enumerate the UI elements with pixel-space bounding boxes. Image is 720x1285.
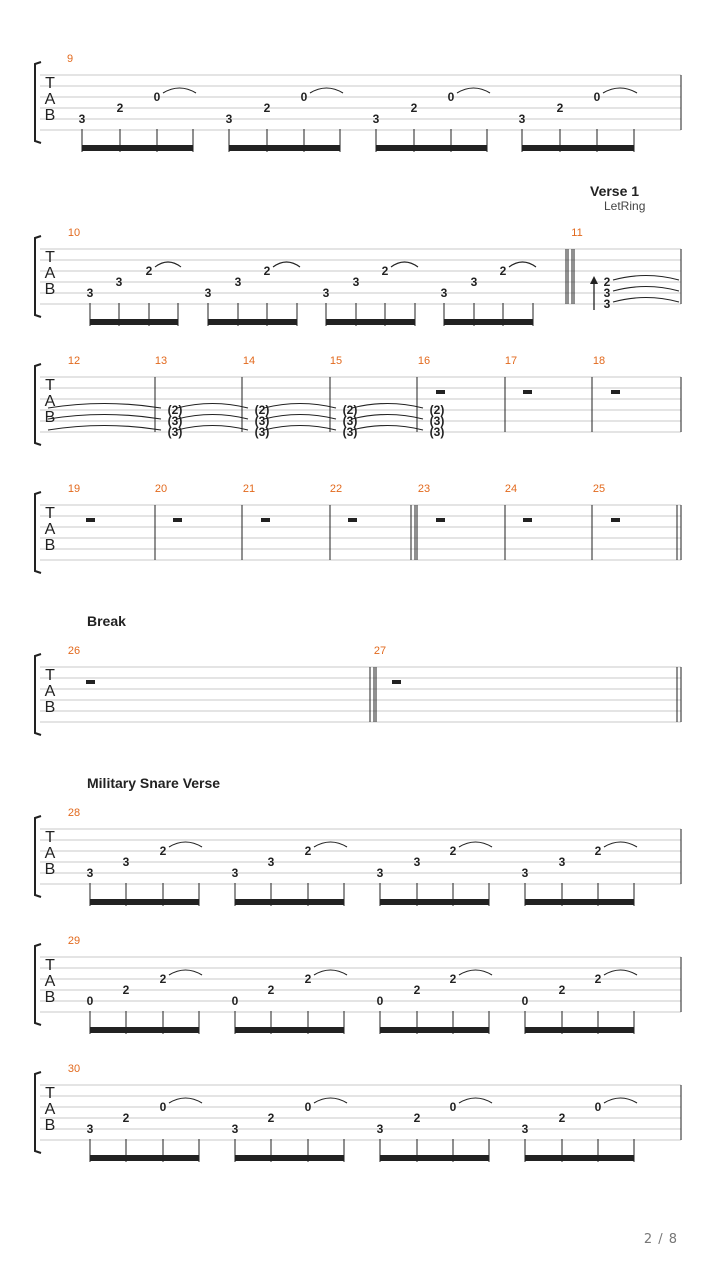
fret-number: 3 <box>122 855 130 869</box>
tie-arc <box>273 262 300 267</box>
tie-arc <box>613 276 679 281</box>
page-indicator: 2 / 8 <box>643 1232 678 1247</box>
fret-number: 3 <box>86 286 94 300</box>
fret-number: 2 <box>263 264 271 278</box>
system-bracket <box>35 654 41 735</box>
fret-number: 2 <box>267 1111 275 1125</box>
rest-mark <box>261 518 270 522</box>
fret-number: 0 <box>300 90 308 104</box>
fret-number: 2 <box>413 983 421 997</box>
rest-mark <box>392 680 401 684</box>
tie-arc <box>509 262 536 267</box>
tie-arc <box>177 426 248 431</box>
tab-clef-letter: A <box>44 265 56 282</box>
tie-arc <box>613 298 679 303</box>
measure-number: 14 <box>242 355 256 367</box>
fret-number: (3) <box>342 414 358 428</box>
fret-number: 3 <box>231 1122 239 1136</box>
fret-number: 3 <box>558 855 566 869</box>
fret-number: 2 <box>122 1111 130 1125</box>
fret-number: 2 <box>594 844 602 858</box>
fret-number: 3 <box>376 1122 384 1136</box>
fret-number: 3 <box>322 286 330 300</box>
tab-clef-letter: A <box>44 973 56 990</box>
tie-arc <box>155 262 181 267</box>
tab-clef-letter: B <box>44 107 56 124</box>
fret-number: 3 <box>115 275 123 289</box>
fret-number: 2 <box>304 972 312 986</box>
fret-number: 2 <box>556 101 564 115</box>
fret-number: 3 <box>521 866 529 880</box>
rest-mark <box>436 518 445 522</box>
tab-system-6 <box>35 807 681 906</box>
fret-number: 3 <box>86 866 94 880</box>
tab-system-7 <box>35 935 681 1034</box>
rest-mark <box>611 390 620 394</box>
fret-number: (3) <box>167 425 183 439</box>
tab-system-5 <box>35 645 681 735</box>
fret-number: 2 <box>413 1111 421 1125</box>
measure-number: 13 <box>154 355 168 367</box>
fret-number: (3) <box>429 414 445 428</box>
measure-number: 11 <box>571 227 583 239</box>
tie-arc <box>352 426 423 431</box>
tie-arc <box>169 1098 202 1103</box>
fret-number: 3 <box>78 112 86 126</box>
fret-number: 2 <box>267 983 275 997</box>
tie-arc <box>459 970 492 975</box>
tab-system-2 <box>35 227 681 326</box>
measure-number: 25 <box>592 483 606 495</box>
system-bracket <box>35 492 41 573</box>
tab-clef-letter: A <box>44 683 56 700</box>
tab-clef-letter: A <box>44 845 56 862</box>
fret-number: 2 <box>449 972 457 986</box>
tie-arc <box>604 1098 637 1103</box>
fret-number: 3 <box>440 286 448 300</box>
fret-number: 3 <box>204 286 212 300</box>
tie-arc <box>48 415 161 420</box>
tab-clef-letter: B <box>44 989 56 1006</box>
tab-clef-letter: A <box>44 91 56 108</box>
fret-number: (2) <box>342 403 358 417</box>
fret-number: 3 <box>234 275 242 289</box>
tab-clef-letter: T <box>45 829 55 846</box>
measure-number: 24 <box>504 483 518 495</box>
tab-system-3 <box>35 355 681 445</box>
fret-number: 3 <box>470 275 478 289</box>
fret-number: 2 <box>410 101 418 115</box>
tie-arc <box>459 1098 492 1103</box>
measure-number: 22 <box>329 483 343 495</box>
tie-arc <box>177 404 248 409</box>
tab-clef-letter: B <box>44 281 56 298</box>
tab-system-8 <box>35 1063 681 1162</box>
measure-number: 19 <box>67 483 81 495</box>
rest-mark <box>86 518 95 522</box>
rest-mark <box>173 518 182 522</box>
measure-number: 9 <box>66 53 74 65</box>
fret-number: 3 <box>352 275 360 289</box>
fret-number: 2 <box>116 101 124 115</box>
measure-number: 10 <box>67 227 81 239</box>
fret-number: 2 <box>449 844 457 858</box>
system-bracket <box>35 1072 41 1153</box>
fret-number: 3 <box>376 866 384 880</box>
fret-number: 3 <box>372 112 380 126</box>
fret-number: 0 <box>159 1100 167 1114</box>
fret-number: 2 <box>122 983 130 997</box>
tie-arc <box>603 88 637 93</box>
tab-clef-letter: B <box>44 861 56 878</box>
measure-number: 20 <box>154 483 168 495</box>
tab-clef-letter: B <box>44 1117 56 1134</box>
fret-number: 3 <box>86 1122 94 1136</box>
tab-clef-letter: T <box>45 505 55 522</box>
tie-arc <box>177 415 248 420</box>
system-bracket <box>35 364 41 445</box>
fret-number: 2 <box>159 972 167 986</box>
fret-number: 3 <box>521 1122 529 1136</box>
tab-clef-letter: B <box>44 537 56 554</box>
measure-number: 23 <box>417 483 431 495</box>
system-bracket <box>35 62 41 143</box>
fret-number: (3) <box>429 425 445 439</box>
system-bracket <box>35 944 41 1025</box>
fret-number: (3) <box>167 414 183 428</box>
tie-arc <box>163 88 196 93</box>
tie-arc <box>459 842 492 847</box>
fret-number: 0 <box>447 90 455 104</box>
fret-number: 2 <box>145 264 153 278</box>
measure-number: 17 <box>504 355 518 367</box>
fret-number: 2 <box>304 844 312 858</box>
tie-arc <box>48 426 161 431</box>
rest-mark <box>86 680 95 684</box>
strum-arrow-head <box>590 276 598 284</box>
tie-arc <box>604 842 637 847</box>
tab-clef-letter: B <box>44 409 56 426</box>
section-label-verse1: Verse 1 <box>590 183 640 199</box>
fret-number: (2) <box>429 403 445 417</box>
tie-arc <box>264 415 336 420</box>
rest-mark <box>348 518 357 522</box>
rest-mark <box>611 518 620 522</box>
fret-number: 3 <box>603 297 611 311</box>
tie-arc <box>613 287 679 292</box>
tie-arc <box>264 426 336 431</box>
tab-clef-letter: T <box>45 377 55 394</box>
fret-number: 3 <box>267 855 275 869</box>
measure-number: 28 <box>67 807 81 819</box>
rest-mark <box>436 390 445 394</box>
tab-clef-letter: T <box>45 75 55 92</box>
fret-number: 0 <box>231 994 239 1008</box>
fret-number: 0 <box>594 1100 602 1114</box>
tie-arc <box>310 88 343 93</box>
measure-number: 12 <box>67 355 81 367</box>
measure-number: 30 <box>67 1063 81 1075</box>
fret-number: 0 <box>86 994 94 1008</box>
tie-arc <box>352 404 423 409</box>
tab-system-4 <box>35 483 681 573</box>
fret-number: 3 <box>518 112 526 126</box>
system-bracket <box>35 236 41 317</box>
fret-number: (2) <box>167 403 183 417</box>
fret-number: 2 <box>263 101 271 115</box>
tie-arc <box>48 404 161 409</box>
fret-number: (3) <box>342 425 358 439</box>
tie-arc <box>391 262 418 267</box>
tab-clef-letter: T <box>45 249 55 266</box>
fret-number: (2) <box>254 403 270 417</box>
fret-number: 0 <box>593 90 601 104</box>
fret-number: (3) <box>254 414 270 428</box>
measure-number: 26 <box>67 645 81 657</box>
fret-number: 0 <box>449 1100 457 1114</box>
tie-arc <box>352 415 423 420</box>
tab-clef-letter: A <box>44 393 56 410</box>
tab-clef-letter: T <box>45 1085 55 1102</box>
fret-number: 0 <box>521 994 529 1008</box>
fret-number: 3 <box>413 855 421 869</box>
fret-number: 3 <box>231 866 239 880</box>
fret-number: 0 <box>376 994 384 1008</box>
measure-number: 15 <box>329 355 343 367</box>
measure-number: 29 <box>67 935 81 947</box>
fret-number: 0 <box>153 90 161 104</box>
tab-system-1 <box>35 53 681 152</box>
tie-arc <box>604 970 637 975</box>
fret-number: 2 <box>558 1111 566 1125</box>
rest-mark <box>523 390 532 394</box>
tab-clef-letter: A <box>44 521 56 538</box>
fret-number: 3 <box>225 112 233 126</box>
section-label-military: Military Snare Verse <box>87 775 221 791</box>
tie-arc <box>314 970 347 975</box>
tie-arc <box>457 88 490 93</box>
tie-arc <box>169 970 202 975</box>
fret-number: 2 <box>603 275 611 289</box>
tab-clef-letter: B <box>44 699 56 716</box>
tab-clef-letter: T <box>45 667 55 684</box>
system-bracket <box>35 816 41 897</box>
tab-clef-letter: T <box>45 957 55 974</box>
letring-label: LetRing <box>604 199 646 213</box>
fret-number: (3) <box>254 425 270 439</box>
fret-number: 2 <box>499 264 507 278</box>
tie-arc <box>264 404 336 409</box>
fret-number: 2 <box>381 264 389 278</box>
fret-number: 2 <box>594 972 602 986</box>
fret-number: 2 <box>159 844 167 858</box>
tie-arc <box>314 842 347 847</box>
section-label-break: Break <box>87 613 126 629</box>
tab-clef-letter: A <box>44 1101 56 1118</box>
tie-arc <box>169 842 202 847</box>
rest-mark <box>523 518 532 522</box>
fret-number: 0 <box>304 1100 312 1114</box>
fret-number: 3 <box>603 286 611 300</box>
measure-number: 18 <box>592 355 606 367</box>
measure-number: 21 <box>242 483 256 495</box>
tie-arc <box>314 1098 347 1103</box>
measure-number: 27 <box>373 645 387 657</box>
fret-number: 2 <box>558 983 566 997</box>
measure-number: 16 <box>417 355 431 367</box>
